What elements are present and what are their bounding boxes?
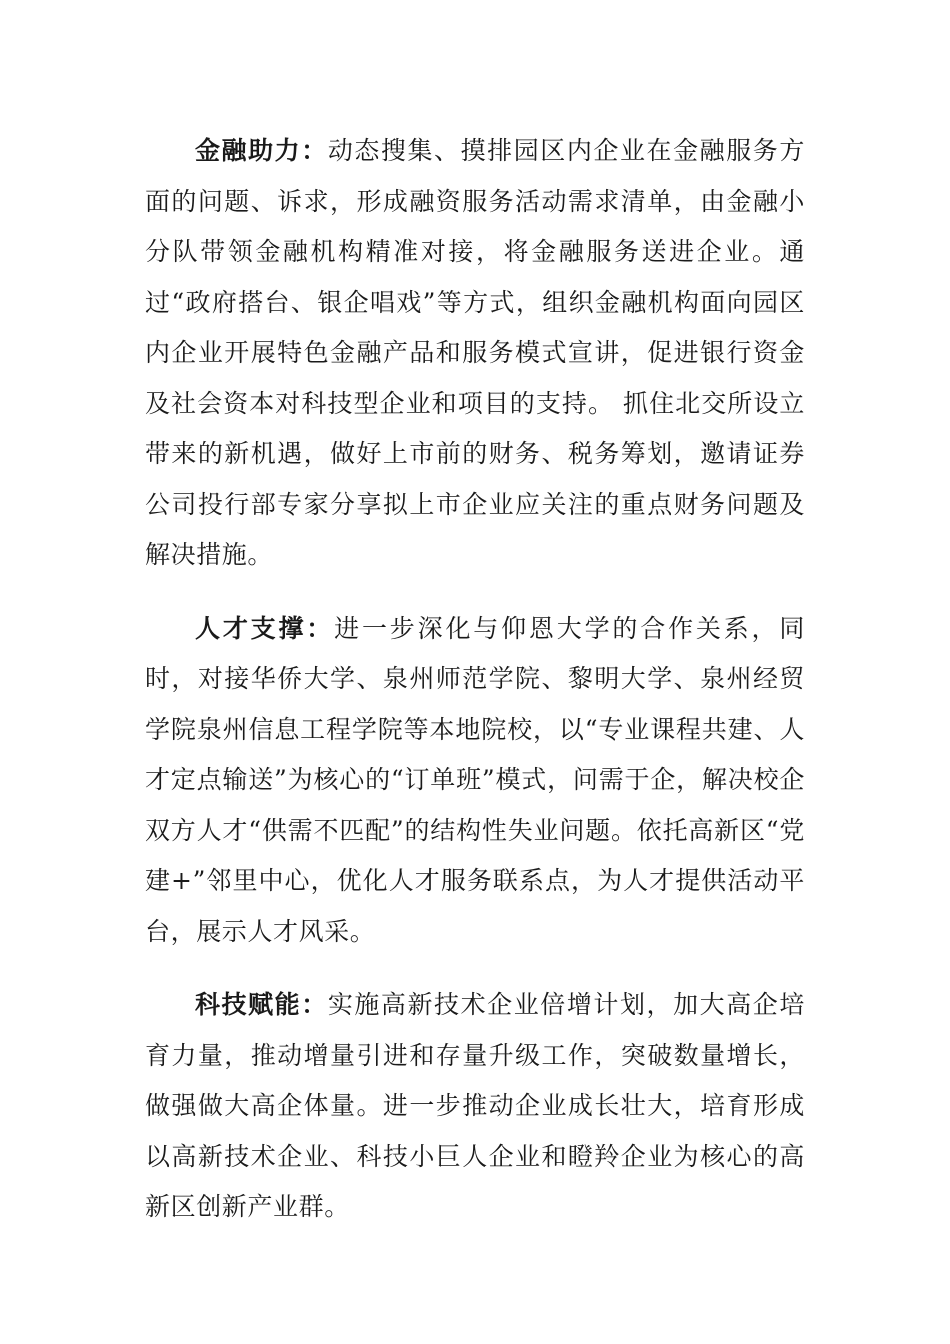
- paragraph-heading-talent: 人才支撑：: [195, 613, 335, 643]
- paragraph-heading-technology: 科技赋能：: [195, 990, 328, 1019]
- paragraph-technology: [145, 980, 805, 1233]
- document-page: [145, 126, 805, 1233]
- paragraph-heading-finance: 金融助力：: [195, 136, 328, 165]
- paragraph-body-finance: 动态搜集、摸排园区内企业在金融服务方面的问题、诉求，形成融资服务活动需求清单，由金融小分队带领金融机构精准对接，将金融服务送进企业。通过“政府搭台、银企唱戏”等方式，组织金融机构面向园区内企业开展特色金融产品和服务模式宣讲，促进银行资金及社会资本对科技型企业和项目的支持。 抓住北交所设立带来的新机遇，做好上市前的财务、税务筹划，邀请证券公司投行部专家分享拟上市企业应关注的重点财务问题及解决措施。: [145, 136, 805, 569]
- paragraph-body-technology: 实施高新技术企业倍增计划，加大高企培育力量，推动增量引进和存量升级工作，突破数量增长，做强做大高企体量。进一步推动企业成长壮大，培育形成以高新技术企业、科技小巨人企业和瞪羚企业为核心的高新区创新产业群。: [145, 990, 805, 1221]
- paragraph-finance: [145, 126, 805, 581]
- paragraph-body-talent: 进一步深化与仰恩大学的合作关系，同时，对接华侨大学、泉州师范学院、黎明大学、泉州经贸学院泉州信息工程学院等本地院校，以“专业课程共建、人才定点输送”为核心的“订单班”模式，问需于企，解决校企双方人才“供需不匹配”的结构性失业问题。依托高新区“党建+”邻里中心，优化人才服务联系点，为人才提供活动平台，展示人才风采。: [145, 613, 805, 946]
- paragraph-talent: [145, 604, 805, 958]
